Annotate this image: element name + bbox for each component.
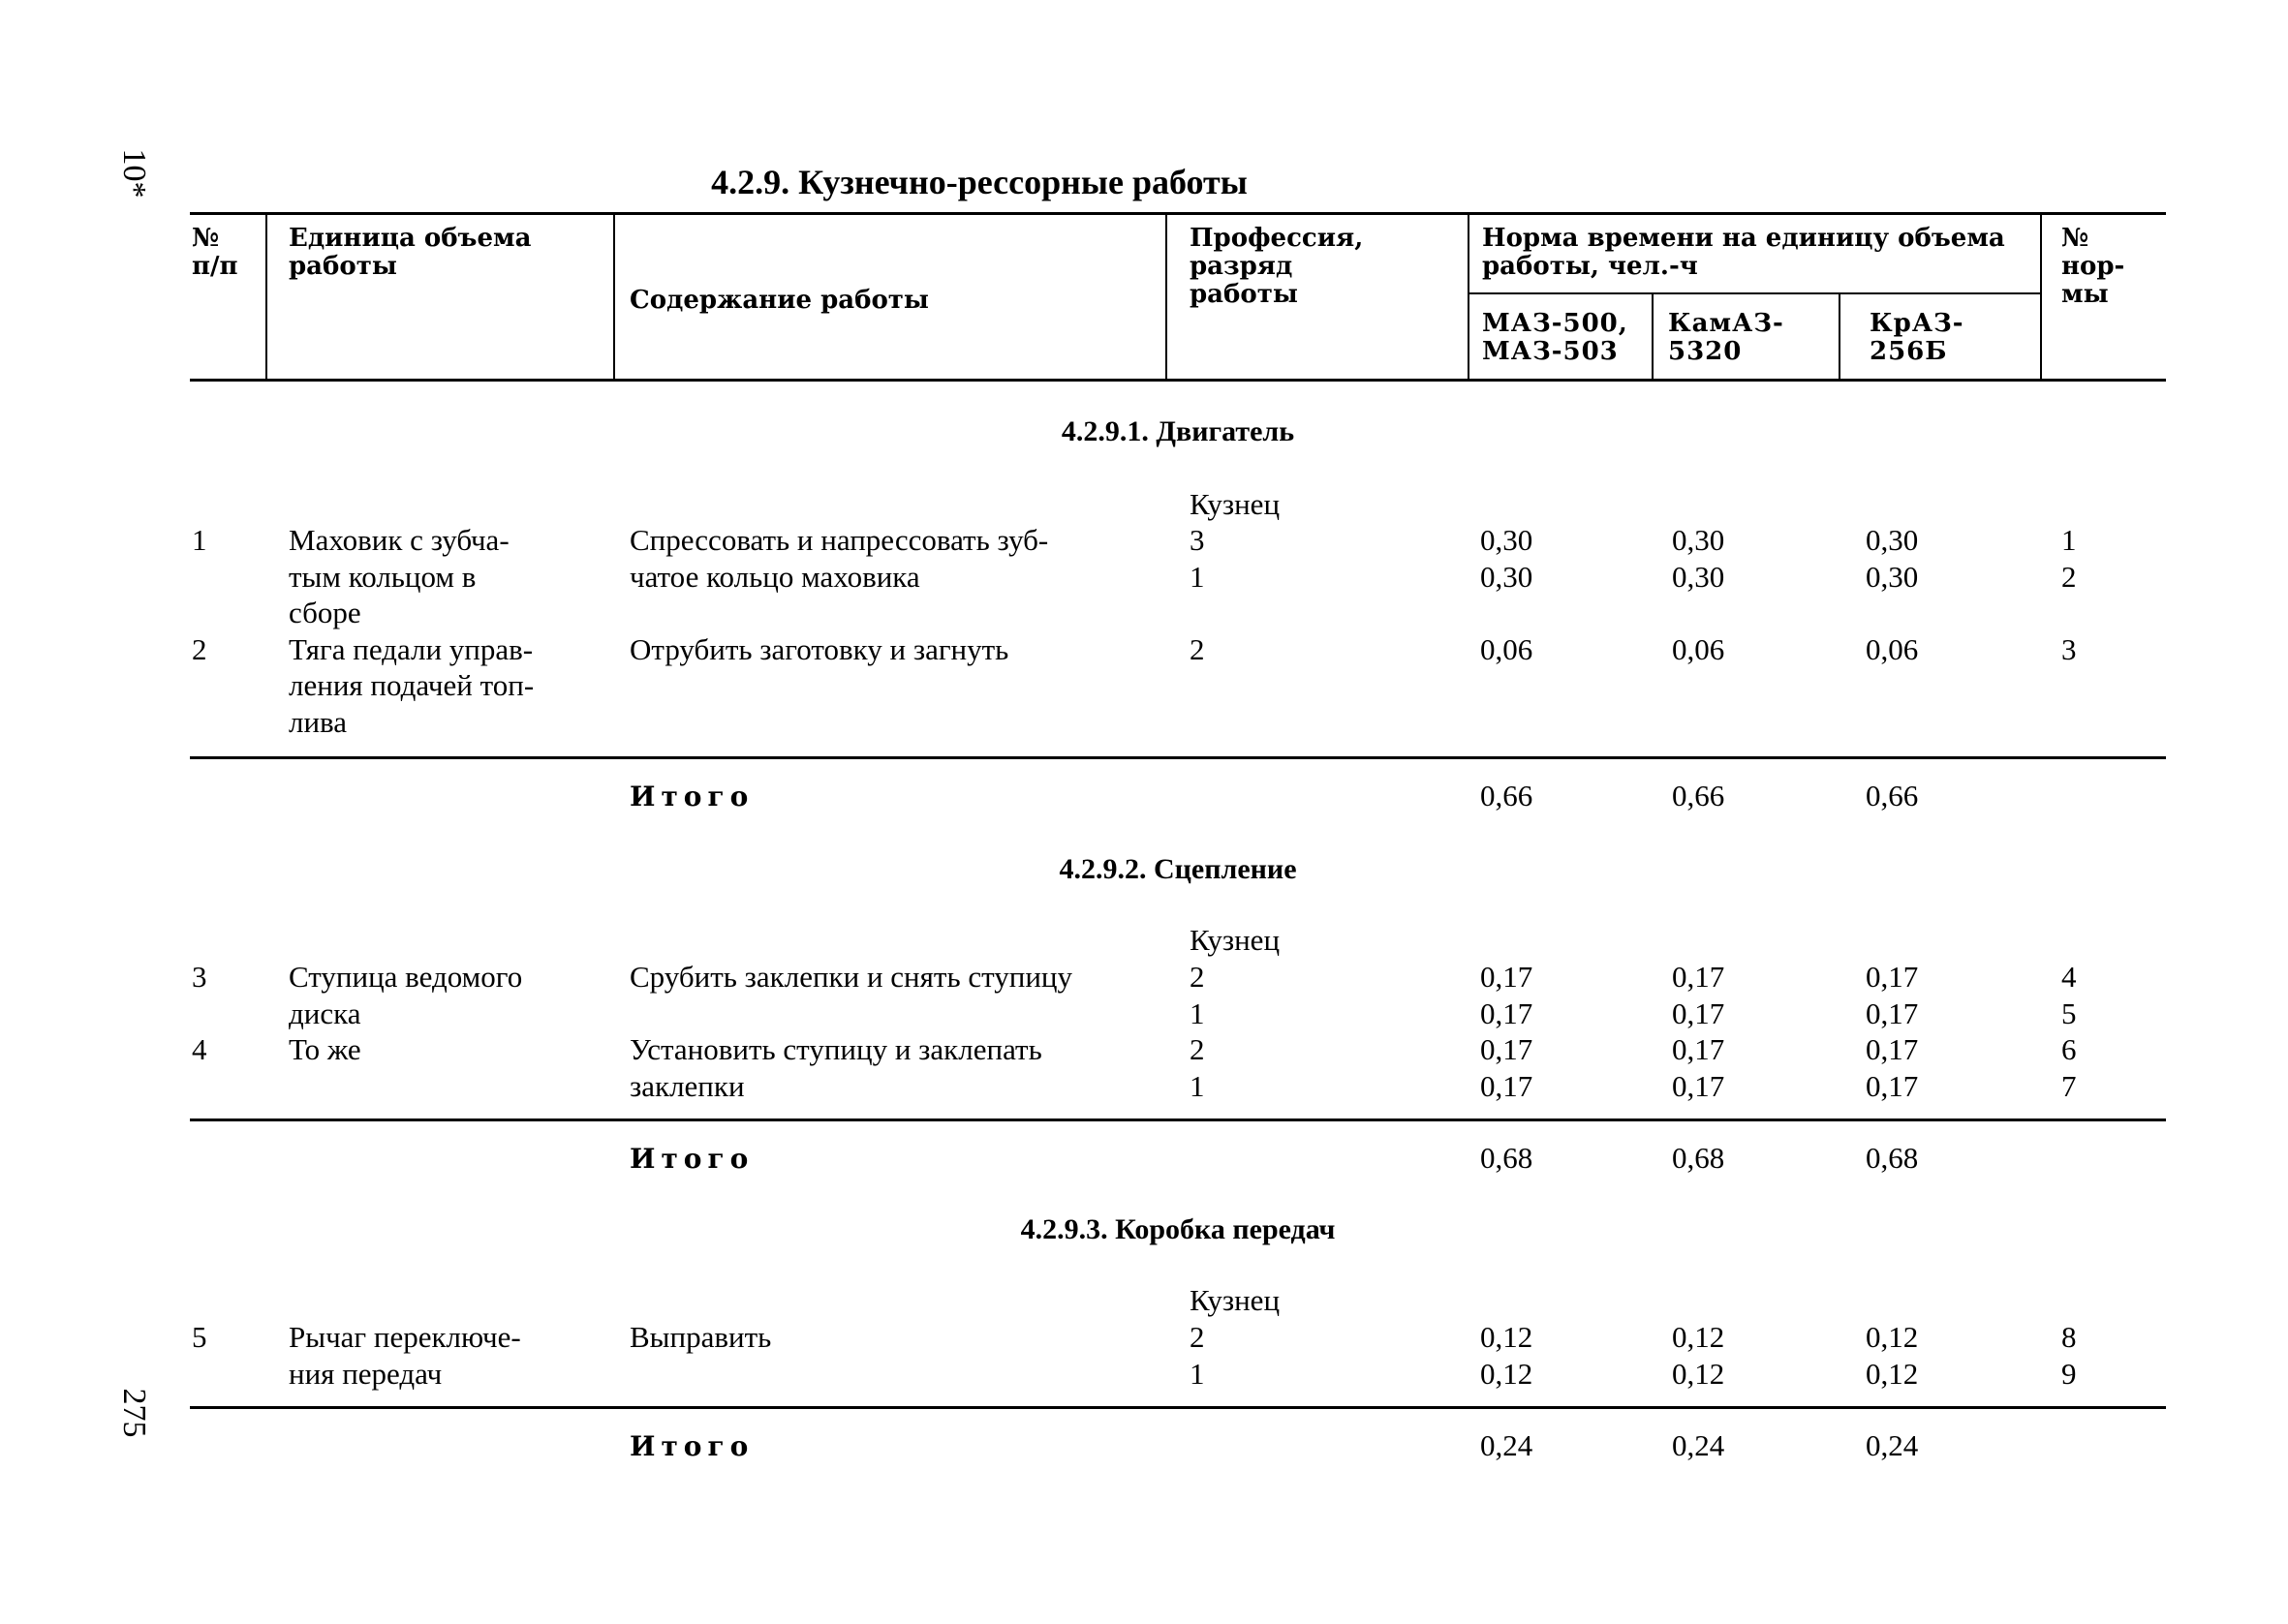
total-kraz: 0,68 <box>1866 1141 1919 1175</box>
work-unit: Маховик с зубча- тым кольцом в сборе Тяга педали управ- ления подачей топ- лива <box>289 523 535 739</box>
header-subdivider <box>1468 292 2040 294</box>
norm-kraz: 0,17 0,17 0,17 0,17 <box>1866 960 1919 1103</box>
section-rule <box>190 756 2166 759</box>
norm-kamaz: 0,12 0,12 <box>1672 1320 1725 1391</box>
total-kraz: 0,24 <box>1866 1428 1919 1462</box>
total-maz: 0,68 <box>1480 1141 1533 1175</box>
header-divider <box>1652 293 1654 379</box>
total-kamaz: 0,24 <box>1672 1428 1725 1462</box>
header-bottom-rule <box>190 379 2166 382</box>
header-divider <box>2040 214 2042 379</box>
section-rule <box>190 1406 2166 1409</box>
total-kamaz: 0,66 <box>1672 779 1725 812</box>
section-title: 4.2.9.2. Сцепление <box>1059 853 1297 885</box>
page-title: 4.2.9. Кузнечно-рессорные работы <box>711 163 1248 201</box>
header-divider <box>265 214 267 379</box>
header-norm-group: Норма времени на единицу объема работы, чел.-ч <box>1482 224 2005 281</box>
total-maz: 0,24 <box>1480 1428 1533 1462</box>
header-content: Содержание работы <box>630 286 929 315</box>
section-rule <box>190 1118 2166 1121</box>
grade: 3 1 2 <box>1190 523 1205 666</box>
norm-number: 8 9 <box>2061 1320 2077 1391</box>
work-unit: Ступица ведомого диска То же <box>289 960 523 1066</box>
profession-label: Кузнец <box>1190 923 1281 957</box>
header-profession: Профессия, разряд работы <box>1190 224 1364 309</box>
norm-number: 1 2 3 <box>2061 523 2077 666</box>
header-norm-number: № нор- мы <box>2061 224 2125 309</box>
header-number: № п/п <box>192 224 238 281</box>
profession-label: Кузнец <box>1190 487 1281 521</box>
norm-maz: 0,30 0,30 0,06 <box>1480 523 1533 666</box>
grade: 2 1 <box>1190 1320 1205 1391</box>
total-kamaz: 0,68 <box>1672 1141 1725 1175</box>
norm-kraz: 0,30 0,30 0,06 <box>1866 523 1919 666</box>
header-model-maz: МАЗ-500, МАЗ-503 <box>1482 309 1628 366</box>
norm-maz: 0,12 0,12 <box>1480 1320 1533 1391</box>
page-number: 275 <box>116 1388 152 1438</box>
row-number: 5 <box>192 1320 207 1354</box>
norm-kamaz: 0,30 0,30 0,06 <box>1672 523 1725 666</box>
work-content: Выправить <box>630 1320 772 1354</box>
row-number: 3 4 <box>192 960 207 1066</box>
norm-maz: 0,17 0,17 0,17 0,17 <box>1480 960 1533 1103</box>
total-maz: 0,66 <box>1480 779 1533 812</box>
header-top-rule <box>190 212 2166 215</box>
section-title: 4.2.9.3. Коробка передач <box>1020 1213 1336 1245</box>
total-kraz: 0,66 <box>1866 779 1919 812</box>
profession-label: Кузнец <box>1190 1283 1281 1317</box>
row-number: 1 2 <box>192 523 207 666</box>
header-divider <box>1468 214 1469 379</box>
header-divider <box>613 214 615 379</box>
page-mark-top: 10* <box>116 148 152 199</box>
work-unit: Рычаг переключе- ния передач <box>289 1320 521 1391</box>
header-model-kraz: КрАЗ- 256Б <box>1870 309 1964 366</box>
total-label: Итого <box>630 1143 755 1175</box>
work-content: Спрессовать и напрессовать зуб- чатое кольцо маховика Отрубить заготовку и загнуть <box>630 523 1049 666</box>
grade: 2 1 2 1 <box>1190 960 1205 1103</box>
section-title: 4.2.9.1. Двигатель <box>1061 415 1295 447</box>
header-divider <box>1165 214 1167 379</box>
header-model-kamaz: КамАЗ- 5320 <box>1668 309 1784 366</box>
norm-kamaz: 0,17 0,17 0,17 0,17 <box>1672 960 1725 1103</box>
total-label: Итого <box>630 781 755 812</box>
total-label: Итого <box>630 1430 755 1462</box>
norm-kraz: 0,12 0,12 <box>1866 1320 1919 1391</box>
norm-number: 4 5 6 7 <box>2061 960 2077 1103</box>
header-divider <box>1839 293 1840 379</box>
work-content: Срубить заклепки и снять ступицу Установить ступицу и заклепать заклепки <box>630 960 1072 1103</box>
header-unit: Единица объема работы <box>289 224 532 281</box>
